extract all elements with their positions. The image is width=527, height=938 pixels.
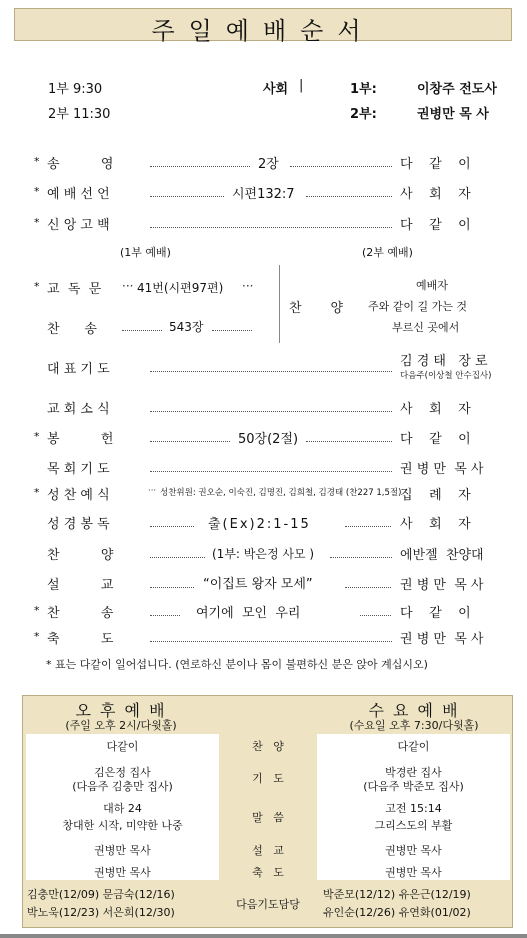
order-content: 성찬위원: 권오순, 이숙진, 김명진, 김희철, 김경태 (찬227 1,5절) <box>160 488 402 498</box>
order-content: “이집트 왕자 모세” <box>203 577 313 592</box>
afternoon-scripture-title: 창대한 시작, 미약한 나중 <box>62 819 183 832</box>
dot-leader <box>122 330 162 331</box>
dot-leader <box>345 526 391 527</box>
service-time-1: 1부 9:30 <box>48 82 103 97</box>
order-leader: 집 례 자 <box>400 488 471 503</box>
host1-name: 이창주 전도사 <box>417 82 497 97</box>
afternoon-benediction: 권병만 목사 <box>94 866 151 879</box>
order-leader: 에반젤 찬양대 <box>400 548 484 563</box>
order-leader: 권 병 만 목 사 <box>400 578 484 593</box>
dot-leader <box>345 587 391 588</box>
order-label: 찬 송 <box>47 606 114 621</box>
dot-leader <box>150 227 392 228</box>
wednesday-prayer-schedule-2: 유인순(12/26) 유연화(01/02) <box>323 906 471 919</box>
row-label-benediction: 축 도 <box>252 866 284 879</box>
row-label-prayer: 기 도 <box>252 772 284 785</box>
standing-star: * <box>34 185 40 198</box>
wednesday-prayer-next: (다음주 박준모 집사) <box>363 780 464 793</box>
dot-leader <box>150 471 392 472</box>
afternoon-sermon: 권병만 목사 <box>94 844 151 857</box>
title-bar <box>14 8 512 45</box>
dot-leader: ··· <box>148 486 157 496</box>
standing-star: * <box>34 155 40 168</box>
order-leader: 사 회 자 <box>400 517 471 532</box>
host2-name: 권병만 목 사 <box>417 107 489 122</box>
order-content: 2장 <box>258 157 279 172</box>
order-leader: 사 회 자 <box>400 187 471 202</box>
host1-label: 1부: <box>350 82 377 97</box>
order-label: 성 경 봉 독 <box>47 517 110 532</box>
afternoon-service-subtitle: (주일 오후 2시/다윗홀) <box>65 719 177 732</box>
services-panel <box>22 695 513 928</box>
order-leader-next: 다음주(이상철 안수집사) <box>400 371 492 381</box>
wednesday-benediction: 권병만 목사 <box>385 866 442 879</box>
choir-line-2: 주와 같이 길 가는 것 <box>368 300 467 313</box>
standing-star: * <box>34 430 40 443</box>
dot-leader <box>150 166 250 167</box>
order-label: 대 표 기 도 <box>47 362 110 377</box>
dot-leader <box>150 557 205 558</box>
order-leader: 다 같 이 <box>400 157 471 172</box>
dot-leader <box>290 166 392 167</box>
dot-leader: ··· <box>242 279 254 293</box>
wednesday-sermon: 권병만 목사 <box>385 844 442 857</box>
order-content: 여기에 모인 우리 <box>196 606 301 621</box>
dot-leader <box>360 615 391 616</box>
afternoon-service-title: 오 후 예 배 <box>75 701 167 720</box>
afternoon-prayer-next: (다음주 김충만 집사) <box>72 780 173 793</box>
order-leader: 권 병 만 목 사 <box>400 632 484 647</box>
wednesday-scripture-title: 그리스도의 부활 <box>374 819 453 832</box>
confession-content: 41번(시편97편) <box>137 281 224 295</box>
host-label: 사회 <box>263 82 289 97</box>
row-label-scripture: 말 씀 <box>252 811 284 824</box>
dot-leader <box>306 441 392 442</box>
dot-leader <box>150 526 194 527</box>
standing-note: * 표는 다같이 일어섭니다. (연로하신 분이나 몸이 불편하신 분은 앉아 계십시오) <box>46 658 428 671</box>
wednesday-service-title: 수 요 예 배 <box>368 701 460 720</box>
first-service-header: (1부 예배) <box>120 246 171 259</box>
dot-leader: ··· <box>122 279 134 293</box>
wednesday-praise: 다같이 <box>397 740 430 753</box>
anthem-label: 찬 송 <box>47 322 97 337</box>
dot-leader <box>150 615 180 616</box>
afternoon-praise: 다같이 <box>106 740 139 753</box>
dot-leader <box>150 641 392 642</box>
row-label-sermon: 설 교 <box>252 844 284 857</box>
dot-leader <box>306 196 392 197</box>
standing-star: * <box>34 604 40 617</box>
host-separator: | <box>299 78 304 93</box>
standing-star: * <box>34 280 40 293</box>
choir-line-3: 부르신 곳에서 <box>392 321 460 334</box>
order-label: 목 회 기 도 <box>47 462 110 477</box>
order-label: 교 회 소 식 <box>47 402 110 417</box>
afternoon-scripture: 대하 24 <box>103 802 142 815</box>
service-time-2: 2부 11:30 <box>48 107 111 122</box>
order-leader: 권 병 만 목 사 <box>400 462 484 477</box>
choir-line-1: 예배자 <box>416 279 448 292</box>
wednesday-service-subtitle: (수요일 오후 7:30/다윗홀) <box>349 719 479 732</box>
standing-star: * <box>34 630 40 643</box>
afternoon-prayer-schedule-1: 김충만(12/09) 문금숙(12/16) <box>27 888 175 901</box>
order-label: 신 앙 고 백 <box>47 218 110 233</box>
order-label: 봉 헌 <box>47 432 114 447</box>
dot-leader <box>150 587 194 588</box>
order-leader: 다 같 이 <box>400 606 471 621</box>
standing-star: * <box>34 486 40 499</box>
order-label: 설 교 <box>47 578 114 593</box>
order-content: (1부: 박은정 사모 ) <box>212 547 315 561</box>
order-leader: 사 회 자 <box>400 402 471 417</box>
order-content: 시편132:7 <box>232 187 295 202</box>
order-leader: 다 같 이 <box>400 432 471 447</box>
order-label: 축 도 <box>47 632 114 647</box>
order-content: 50장(2절) <box>238 432 299 447</box>
wednesday-prayer-schedule-1: 박준모(12/12) 유은근(12/19) <box>323 888 471 901</box>
dot-leader <box>150 371 392 372</box>
bottom-rule <box>0 934 527 938</box>
order-content: 출(Ex)2:1-15 <box>208 517 311 532</box>
standing-star: * <box>34 216 40 229</box>
choir-label: 찬 양 <box>289 301 344 316</box>
second-service-header: (2부 예배) <box>362 246 413 259</box>
page-title: 주일예배순서 <box>151 17 375 45</box>
order-leader: 다 같 이 <box>400 218 471 233</box>
dot-leader <box>150 441 230 442</box>
confession-label: 교 독 문 <box>47 282 102 297</box>
order-label: 찬 양 <box>47 548 114 563</box>
afternoon-prayer: 김은정 집사 <box>94 766 151 779</box>
anthem-content: 543장 <box>169 320 204 334</box>
dot-leader <box>150 196 224 197</box>
dot-leader <box>330 557 392 558</box>
wednesday-scripture: 고전 15:14 <box>385 802 442 815</box>
dot-leader <box>212 330 252 331</box>
split-divider <box>279 265 280 343</box>
order-label: 예 배 선 언 <box>47 187 110 202</box>
order-leader: 김 경 태 장 로 <box>400 354 488 369</box>
row-label-praise: 찬 양 <box>252 740 284 753</box>
order-label: 송 영 <box>47 157 114 172</box>
next-prayer-label: 다음기도담당 <box>236 898 300 911</box>
afternoon-prayer-schedule-2: 박노욱(12/23) 서은희(12/30) <box>27 906 175 919</box>
host2-label: 2부: <box>350 107 377 122</box>
dot-leader <box>150 411 392 412</box>
wednesday-prayer: 박경란 집사 <box>385 766 442 779</box>
order-label: 성 찬 예 식 <box>47 488 110 503</box>
